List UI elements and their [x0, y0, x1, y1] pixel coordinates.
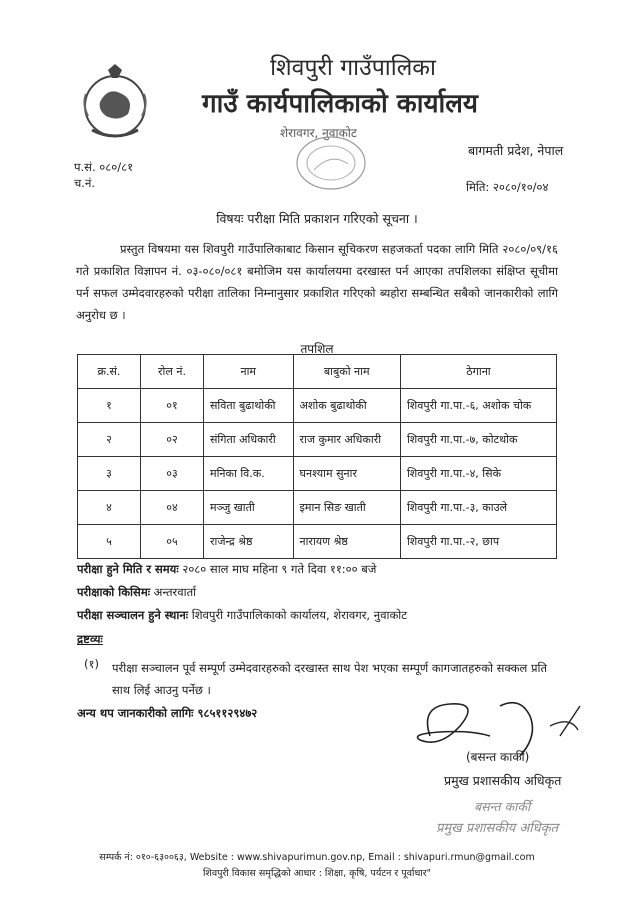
cell-address: शिवपुरी गा.पा.-३, काउले	[400, 491, 556, 525]
cell-roll: ०४	[141, 491, 204, 525]
province: बागमती प्रदेश, नेपाल	[468, 143, 564, 158]
exam-type-label: परीक्षाको किसिमः	[77, 585, 151, 599]
date: मिति: २०८०/१०/०४	[466, 180, 549, 194]
header-father-name: बाबुको नाम	[293, 355, 400, 389]
cell-serial: ५	[78, 525, 141, 559]
cell-address: शिवपुरी गा.पा.-६, अशोक चोक	[400, 389, 556, 423]
office-location: शेरावगर, नुवाकोट	[280, 126, 357, 140]
cell-address: शिवपुरी गा.पा.-७, कोटथोक	[400, 423, 556, 457]
cell-serial: १	[78, 389, 141, 423]
dispatch-number: च.नं.	[74, 176, 95, 190]
cell-father-name: राज कुमार अधिकारी	[293, 423, 400, 457]
note-number: (१)	[84, 657, 99, 671]
exam-venue-value: शिवपुरी गाउँपालिकाको कार्यालय, शेरावगर, नुवाकोट	[191, 608, 408, 622]
reference-number: प.सं. ०८०/८१	[74, 160, 134, 174]
table-row	[78, 389, 557, 423]
cell-name: राजेन्द्र श्रेष्ठ	[204, 525, 294, 559]
signer-name: (बसन्त कार्की)	[466, 750, 530, 764]
cell-father-name: अशोक बुढाथोकी	[293, 389, 400, 423]
table-header-row	[78, 355, 557, 389]
table-row	[78, 457, 557, 491]
header-roll: रोल नं.	[141, 355, 204, 389]
exam-venue-label: परीक्षा सञ्चालन हुने स्थानः	[77, 608, 189, 622]
header-name: नाम	[204, 355, 294, 389]
exam-type	[77, 585, 196, 600]
header-address: ठेगाना	[400, 355, 556, 389]
cell-name: मनिका वि.क.	[204, 457, 294, 491]
cell-address: शिवपुरी गा.पा.-४, सिके	[400, 457, 556, 491]
subject-line: विषयः परीक्षा मिति प्रकाशन गरिएको सूचना ।	[216, 211, 418, 226]
cell-serial: ३	[78, 457, 141, 491]
nepal-emblem-icon	[78, 64, 152, 144]
office-name: गाउँ कार्यपालिकाको कार्यालय	[202, 89, 478, 119]
office-stamp-icon	[294, 134, 368, 192]
exam-venue	[77, 608, 407, 623]
cell-name: मञ्जु खाती	[204, 491, 294, 525]
cell-roll: ०३	[141, 457, 204, 491]
footer-contact: सम्पर्क नं: ०१०-६३००६३, Website : www.shivapurimun.gov.np, Email : shivapuri.rmun@gmail.com	[99, 852, 535, 863]
exam-type-value: अन्तरवार्ता	[153, 585, 197, 599]
body-paragraph: प्रस्तुत विषयमा यस शिवपुरी गाउँपालिकाबाट किसान सूचिकरण सहजकर्ता पदका लागि मिति २०८०/०९/१६ गते प्रकाशित विज्ञापन नं. ०३-०८०/०८१ बमोजिम यस कार्यालयमा दरखास्त पर्न आएका तपशिलका संक्षिप्त सूचीमा पर्न सफल उम्मेदवारहरुको परीक्षा तालिका निम्नानुसार प्रकाशित गरिएको ब्यहोरा सम्बन्धित सबैको जानकारीको लागि अनुरोध छ ।	[76, 242, 558, 322]
table-row	[78, 491, 557, 525]
stamp-signer-title: प्रमुख प्रशासकीय अधिकृत	[436, 821, 559, 836]
exam-datetime	[77, 562, 376, 577]
exam-datetime-label: परीक्षा हुने मिति र समयः	[77, 562, 179, 576]
footer-slogan: शिवपुरी विकास समृद्धिको आधार : शिक्षा, कृषि, पर्यटन र पूर्वाधार"	[202, 868, 432, 879]
note-text: परीक्षा सञ्चालन पूर्व सम्पूर्ण उम्मेदवारहरुको दरखास्त साथ पेश भएका सम्पूर्ण कागजातहरुको सक्कल प्रति साथ लिई आउनु पर्नेछ ।	[112, 661, 548, 697]
table-row	[78, 525, 557, 559]
cell-father-name: इमान सिङ खाती	[293, 491, 400, 525]
cell-name: संगिता अधिकारी	[204, 423, 294, 457]
header-serial: क्र.सं.	[78, 355, 141, 389]
signer-title: प्रमुख प्रशासकीय अधिकृत	[444, 773, 562, 788]
cell-roll: ०५	[141, 525, 204, 559]
note-heading: द्रष्टव्यः	[77, 632, 103, 646]
cell-father-name: घनश्याम सुनार	[293, 457, 400, 491]
cell-serial: ४	[78, 491, 141, 525]
exam-datetime-value: २०८० साल माघ महिना ९ गते दिवा ११:०० बजे	[182, 562, 377, 576]
cell-roll: ०१	[141, 389, 204, 423]
cell-name: सविता बुढाथोकी	[204, 389, 294, 423]
cell-address: शिवपुरी गा.पा.-२, छाप	[400, 525, 556, 559]
table-title: तपशिल	[300, 342, 334, 356]
municipality-name: शिवपुरी गाउँपालिका	[270, 55, 436, 81]
candidate-table	[77, 354, 557, 559]
cell-serial: २	[78, 423, 141, 457]
contact-line: अन्य थप जानकारीको लागिः ९८५११२९४७२	[77, 706, 258, 720]
stamp-signer-name: बसन्त कार्की	[474, 799, 531, 814]
table-row	[78, 423, 557, 457]
cell-father-name: नारायण श्रेष्ठ	[293, 525, 400, 559]
cell-roll: ०२	[141, 423, 204, 457]
